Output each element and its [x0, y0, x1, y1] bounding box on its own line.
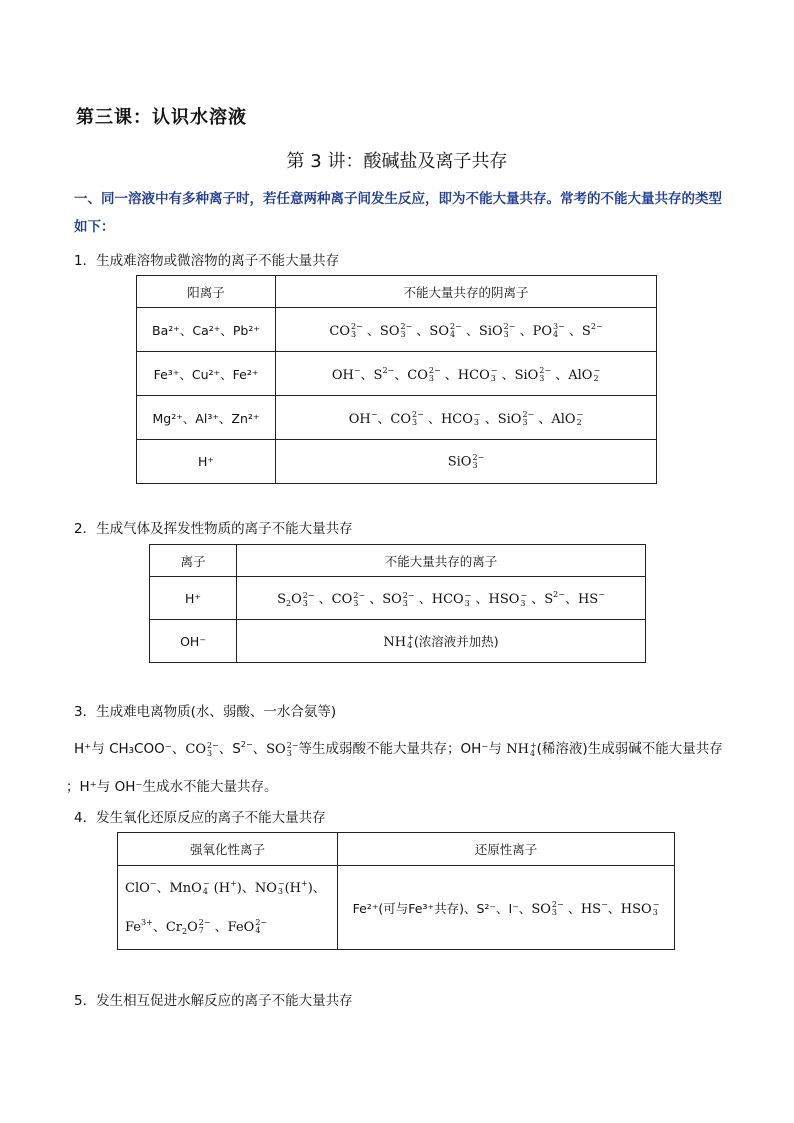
cation-cell: Fe³⁺、Cu²⁺、Fe²⁺ — [137, 352, 276, 396]
reducing-prefix: Fe²⁺(可与Fe³⁺共存)、S²⁻、I⁻、 — [352, 900, 532, 916]
cation-cell: Mg²⁺、Al³⁺、Zn²⁺ — [137, 396, 276, 440]
table-header-row — [137, 276, 657, 308]
other-ion-cell: NH + 4 (浓溶液并加热) — [237, 620, 646, 663]
table-row — [150, 620, 646, 663]
item-3-line-2: ；H⁺与 OH⁻生成水不能大量共存。 — [66, 779, 278, 795]
table-header-row — [150, 545, 646, 577]
cation-cell: H⁺ — [137, 440, 276, 484]
anion-cell: OH−、CO 2− 3 、HCO − 3 、SiO 2− 3 、AlO − 2 — [276, 396, 657, 440]
anion-cell: SiO 2− 3 — [276, 440, 657, 484]
anion-cell: CO 2− 3 、SO 2− 3 、SO 2− 4 、SiO 2− 3 、PO 3− 4 、$S^{2-}$ — [276, 308, 657, 352]
item-2-heading: 2．生成气体及挥发性物质的离子不能大量共存 — [74, 521, 353, 537]
cation-cell: Ba²⁺、Ca²⁺、Pb²⁺ — [137, 308, 276, 352]
table-insoluble-ions — [136, 275, 657, 484]
item-3-heading: 3．生成难电离物质(水、弱酸、一水合氨等) — [74, 704, 337, 720]
item-3-text-a3: (稀溶液)生成弱碱不能大量共存 — [536, 741, 723, 757]
table-row — [118, 866, 675, 950]
table-redox-ions — [117, 832, 675, 950]
table-gas-ions — [149, 544, 646, 663]
table-row — [137, 308, 657, 352]
page-title: 第 3 讲：酸碱盐及离子共存 — [286, 151, 508, 172]
reducing-cell: Fe²⁺(可与Fe³⁺共存)、S²⁻、I⁻、SO 2− 3 、HS−、HSO − 3 — [338, 866, 675, 950]
header-oxidizing: 强氧化性离子 — [118, 833, 338, 866]
oxidizing-cell: ClO−、MnO − 4 (H+)、NO − 3 (H+)、 $Fe^{3+}$、$Cr_2O$ 2− 7 、FeO 2− 4 — [118, 866, 338, 950]
ion-cell: H⁺ — [150, 577, 237, 620]
oh-note: (浓溶液并加热) — [413, 633, 499, 649]
item-1-heading: 1．生成难溶物或微溶物的离子不能大量共存 — [74, 253, 340, 269]
item-4-heading: 4．发生氧化还原反应的离子不能大量共存 — [74, 810, 326, 826]
table-row — [137, 440, 657, 484]
lesson-title: 第三课：认识水溶液 — [76, 107, 247, 128]
item-3-line-1: H⁺与 CH₃COO⁻、CO 2− 3 、$S^{2-}$、SO 2− 3 等生成弱酸不能大量共存；OH⁻与 NH + 4 (稀溶液)生成弱碱不能大量共存 — [74, 740, 723, 758]
header-cation: 阳离子 — [137, 276, 276, 308]
header-other-ion: 不能大量共存的离子 — [237, 545, 646, 577]
table-row — [137, 396, 657, 440]
section-heading: 一、同一溶液中有多种离子时，若任意两种离子间发生反应，即为不能大量共存。常考的不能大量共存的类型如下： — [74, 191, 722, 235]
item-5-heading: 5．发生相互促进水解反应的离子不能大量共存 — [74, 993, 353, 1009]
table-row — [150, 577, 646, 620]
other-ion-cell: $S_2O$ 2− 3 、CO 2− 3 、SO 2− 3 、HCO − 3 、HSO − 3 、$S^{2-}$、HS− — [237, 577, 646, 620]
anion-cell: OH−、$S^{2-}$、CO 2− 3 、HCO − 3 、SiO 2− 3 、AlO − 2 — [276, 352, 657, 396]
item-3-text-a1: H⁺与 CH₃COO⁻、 — [74, 741, 186, 757]
table-row — [137, 352, 657, 396]
header-ion: 离子 — [150, 545, 237, 577]
header-reducing: 还原性离子 — [338, 833, 675, 866]
header-anion: 不能大量共存的阴离子 — [276, 276, 657, 308]
ion-cell: OH⁻ — [150, 620, 237, 663]
item-3-text-a2: 等生成弱酸不能大量共存；OH⁻与 — [298, 741, 502, 757]
table-header-row — [118, 833, 675, 866]
